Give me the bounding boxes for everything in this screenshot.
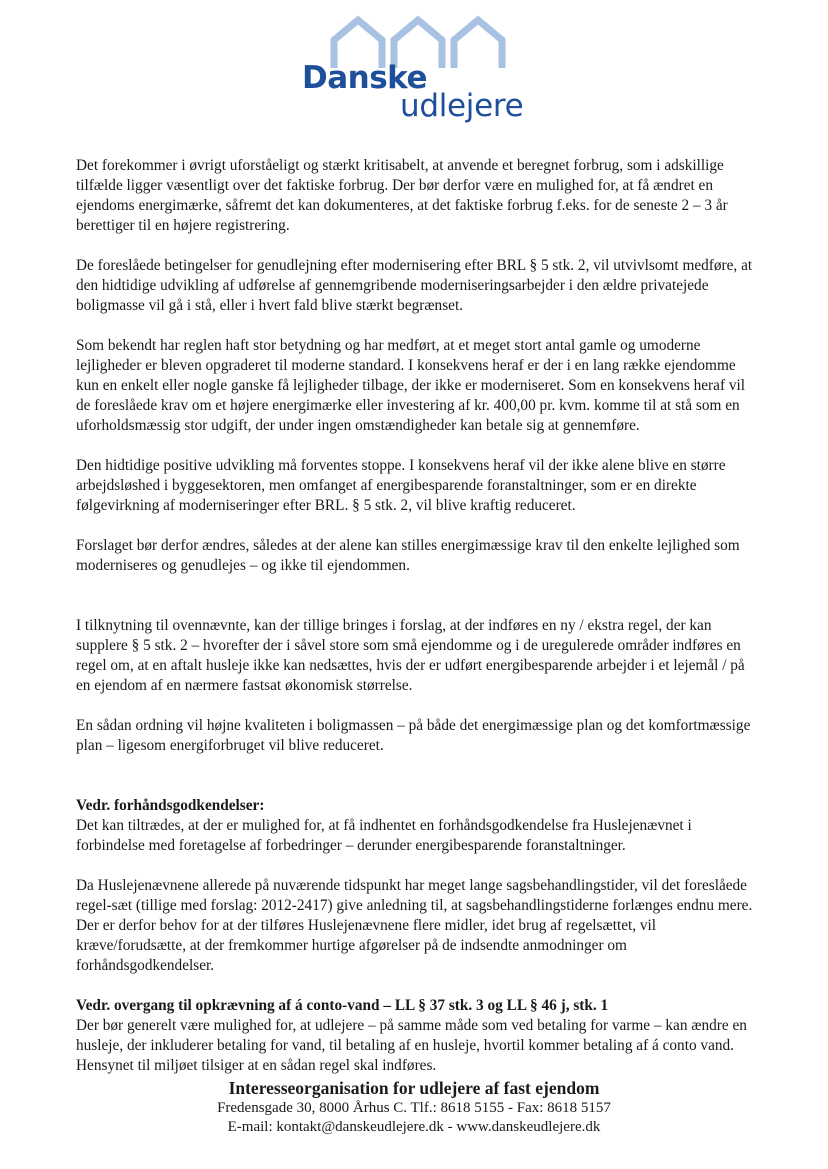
letter-body [76, 156, 754, 1076]
letterhead-footer [0, 1077, 828, 1137]
paragraph-preapproval: Det kan tiltrædes, at der er mulighed for, at få indhentet en forhåndsgodkendelse fra Huslejenævnet i forbindelse med foretagelse af forbedringer – derunder energibesparende foranstaltninger. [76, 817, 692, 854]
paragraph-quality: En sådan ordning vil højne kvaliteten i boligmassen – på både det energimæssige plan og det komfortmæssige plan – ligesom energiforbruget vil blive reduceret. [76, 717, 751, 754]
paragraph-energy-label: Det forekommer i øvrigt uforståeligt og stærkt kritisabelt, at anvende et beregnet forbrug, som i adskillige tilfælde ligger væsentligt over det faktiske forbrug. Der bør derfor være en mulighed for, at få ændret en ejendoms energimærke, såfremt det kan dokumenteres, at det faktiske forbrug f.eks. for de seneste 2 – 3 år berettiger til en højere registrering. [76, 157, 728, 234]
logo-text-udlejere: udlejere [400, 88, 524, 124]
footer-address: Fredensgade 30, 8000 Århus C. Tlf.: 8618 5155 - Fax: 8618 5157 [217, 1100, 611, 1116]
danske-udlejere-logo [300, 12, 540, 122]
paragraph-modernisation-conditions: De foreslåede betingelser for genudlejning efter modernisering efter BRL § 5 stk. 2, vil utvivlsomt medføre, at den hidtidige udvikling af udførelse af gennemgribende moderniseringsarbejder i den ældre privatejede boligmasse vil gå i stå, eller i hvert fald blive stærkt begrænset. [76, 257, 753, 314]
heading-aconto-water: Vedr. overgang til opkrævning af á conto-vand – LL § 37 stk. 3 og LL § 46 j, stk. 1 [76, 997, 609, 1014]
footer-organisation: Interesseorganisation for udlejere af fast ejendom [228, 1078, 600, 1098]
heading-preapprovals: Vedr. forhåndsgodkendelser: [76, 797, 265, 814]
paragraph-new-rule: I tilknytning til ovennævnte, kan der tillige bringes i forslag, at der indføres en ny / ekstra regel, der kan supplere § 5 stk. 2 – hvorefter der i såvel store som små ejendomme og i de uregulerede områder indføres en regel om, at en aftalt husleje ikke kan nedsættes, hvis der er udført energibesparende arbejder i et lejemål / på en ejendom af en nærmere fastsat økonomisk størrelse. [76, 617, 745, 694]
paragraph-case-processing: Da Huslejenævnene allerede på nuværende tidspunkt har meget lange sagsbehandlingstider, vil det foreslåede regel-sæt (tillige med forslag: 2012-2417) give anledning til, at sagsbehandlingstiderne forlænges endnu mere. Der er derfor behov for at der tilføres Huslejenævnene flere midler, idet brug af regelsættet, vil kræve/forudsætte, at der fremkommer hurtige afgørelser på de indsendte anmodninger om forhåndsgodkendelser. [76, 877, 753, 974]
paragraph-development-stop: Den hidtidige positive udvikling må forventes stoppe. I konsekvens heraf vil der ikke alene blive en større arbejdsløshed i byggesektoren, men omfanget af energibesparende foranstaltninger, som er en direkte følgevirkning af moderniseringer efter BRL. § 5 stk. 2, vil blive kraftig reduceret. [76, 457, 726, 514]
paragraph-rule-significance: Som bekendt har reglen haft stor betydning og har medført, at et meget stort antal gamle og umoderne lejligheder er bleven opgraderet til moderne standard. I konsekvens heraf er der i en lang række ejendomme kun en enkelt eller nogle ganske få lejligheder tilbage, der ikke er moderniseret. Som en konsekvens heraf vil de foreslåede krav om et højere energimærke eller investering af kr. 400,00 pr. kvm. komme til at stå som en uforholdsmæssig stor udgift, der under ingen omstændigheder kan betale sig at gennemføre. [76, 337, 746, 434]
paragraph-aconto-water: Der bør generelt være mulighed for, at udlejere – på samme måde som ved betaling for varme – kan ændre en husleje, der inkluderer betaling for vand, til betaling af en husleje, hvortil kommer betaling af á conto vand. Hensynet til miljøet tilsiger at en sådan regel skal indføres. [76, 1017, 747, 1074]
footer-contact: E-mail: kontakt@danskeudlejere.dk - www.danskeudlejere.dk [227, 1119, 601, 1135]
logo-text-danske: Danske [302, 60, 427, 96]
paragraph-proposal-change: Forslaget bør derfor ændres, således at der alene kan stilles energimæssige krav til den enkelte lejlighed som moderniseres og genudlejes – og ikke til ejendommen. [76, 537, 740, 574]
